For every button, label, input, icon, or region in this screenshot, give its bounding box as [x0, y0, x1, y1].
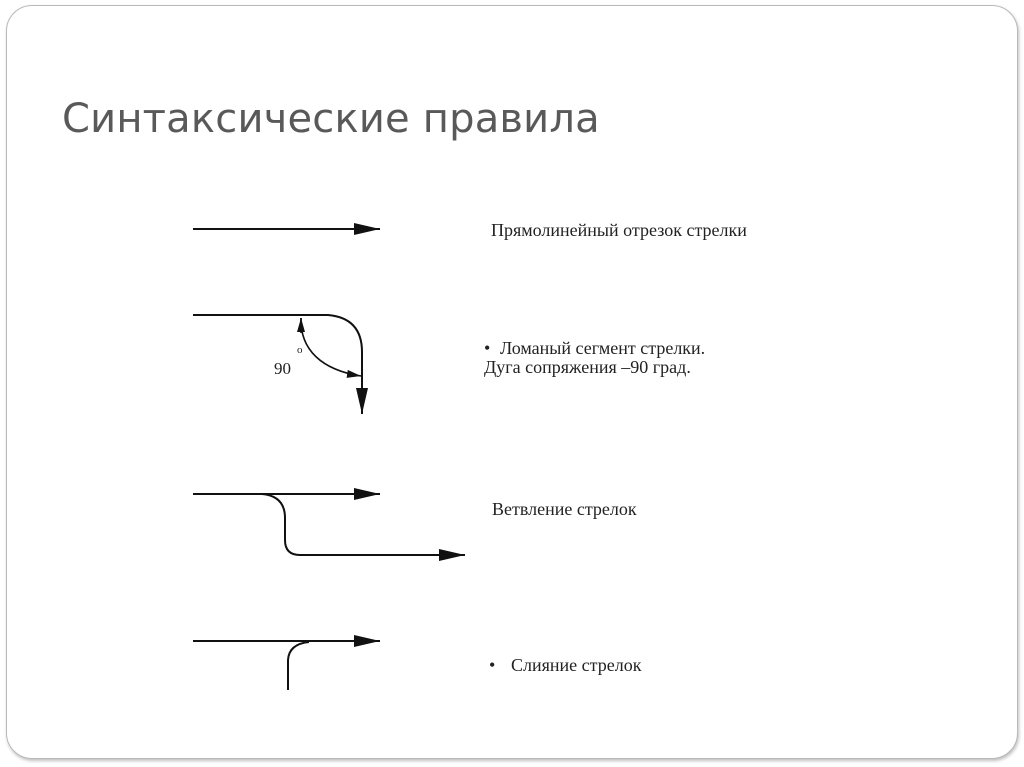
rule-merge-text: Слияние стрелок — [511, 655, 642, 675]
rule-label-merge — [489, 655, 641, 675]
angle-arc — [301, 318, 361, 376]
bent-arrow — [193, 315, 362, 414]
rule-label-straight — [491, 220, 747, 240]
rule-label-bent — [484, 338, 705, 377]
rule-bent-text-1: Ломаный сегмент стрелки. — [500, 338, 706, 358]
slide-title: Синтаксические правила — [62, 96, 600, 142]
bullet: • — [489, 655, 496, 675]
merge-arrows — [193, 641, 380, 690]
angle-label: 90 — [274, 359, 291, 378]
rule-label-branch — [492, 499, 637, 519]
rule-bent-text-2: Дуга сопряжения –90 град. — [484, 357, 691, 377]
rule-bent-line-1 — [484, 338, 705, 358]
degree-mark: о — [297, 344, 303, 356]
bullet: • — [484, 338, 491, 358]
branch-side-line — [262, 494, 465, 555]
branch-arrows — [193, 494, 465, 555]
merge-side-line — [288, 642, 309, 690]
rule-straight-text: Прямолинейный отрезок стрелки — [491, 220, 747, 240]
rule-branch-text: Ветвление стрелок — [492, 499, 637, 519]
